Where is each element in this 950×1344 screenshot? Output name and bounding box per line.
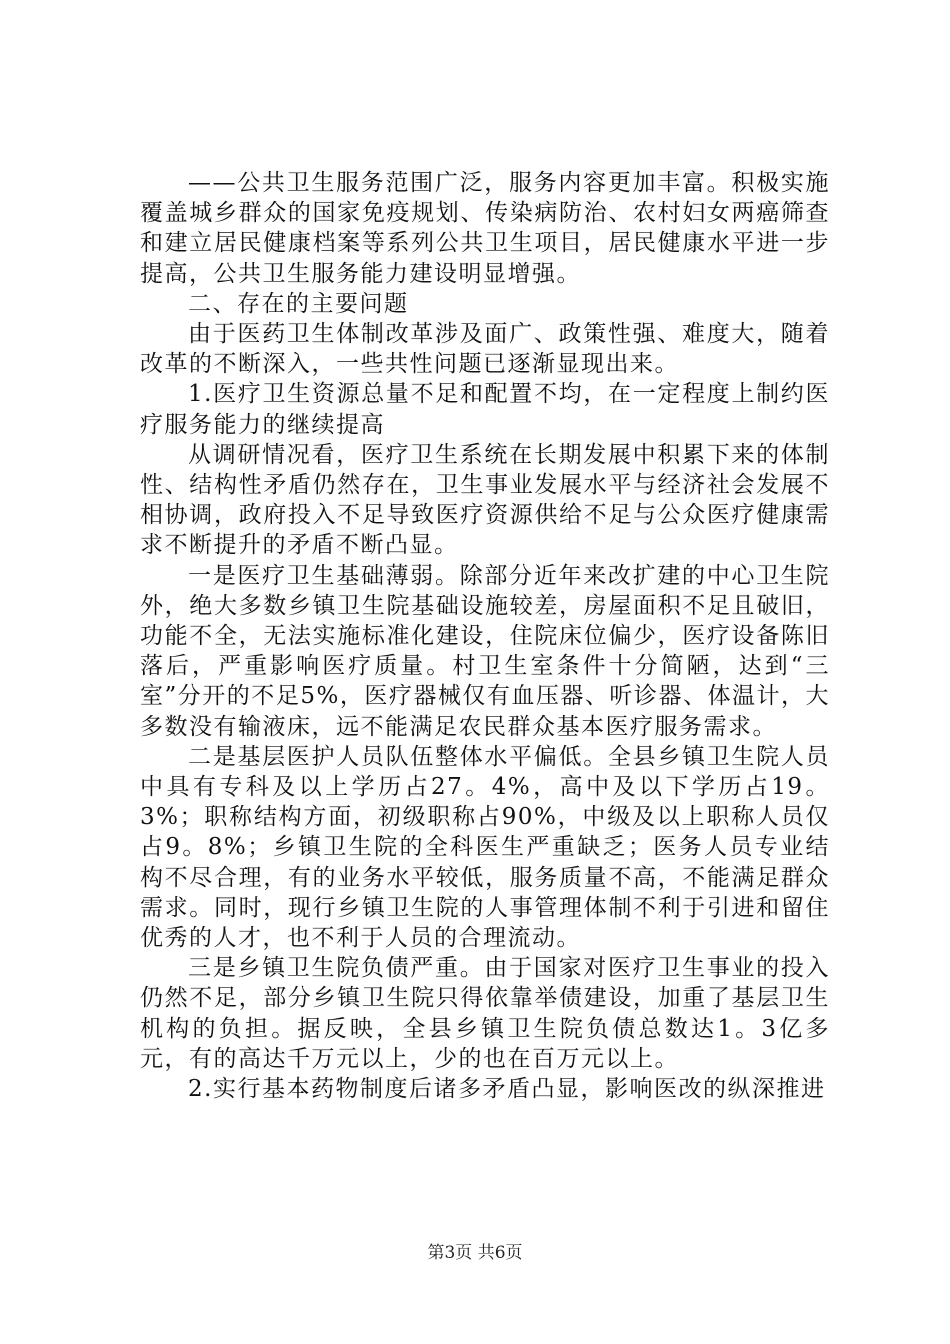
paragraph-survey-findings: 从调研情况看，医疗卫生系统在长期发展中积累下来的体制性、结构性矛盾仍然存在，卫生事业发展水平与经济社会发展不相协调，政府投入不足导致医疗资源供给不足与公众医疗健康需求不断提升的矛盾不断凸显。 bbox=[140, 441, 830, 559]
paragraph-staff-quality: 二是基层医护人员队伍整体水平偏低。全县乡镇卫生院人员中具有专科及以上学历占27。4%，高中及以下学历占19。3%；职称结构方面，初级职称占90%，中级及以上职称人员仅占9。8%；乡镇卫生院的全科医生严重缺乏；医务人员专业结构不尽合理，有的业务水平较低，服务质量不高，不能满足群众需求。同时，现行乡镇卫生院的人事管理体制不利于引进和留住优秀的人才，也不利于人员的合理流动。 bbox=[140, 743, 830, 952]
paragraph-hospital-debt: 三是乡镇卫生院负债严重。由于国家对医疗卫生事业的投入仍然不足，部分乡镇卫生院只得依靠举债建设，加重了基层卫生机构的负担。据反映，全县乡镇卫生院负债总数达1。3亿多元，有的高达千万元以上，少的也在百万元以上。 bbox=[140, 955, 830, 1072]
document-body bbox=[140, 168, 830, 1104]
paragraph-reform-intro: 由于医药卫生体制改革涉及面广、政策性强、难度大，随着改革的不断深入，一些共性问题已逐渐显现出来。 bbox=[140, 321, 830, 378]
paragraph-public-health-services: ——公共卫生服务范围广泛，服务内容更加丰富。积极实施覆盖城乡群众的国家免疫规划、传染病防治、农村妇女两癌筛查和建立居民健康档案等系列公共卫生项目，居民健康水平进一步提高，公共卫生服务能力建设明显增强。 bbox=[140, 170, 830, 287]
section-heading-main-problems: 二、存在的主要问题 bbox=[188, 290, 409, 317]
paragraph-weak-foundation: 一是医疗卫生基础薄弱。除部分近年来改扩建的中心卫生院外，绝大多数乡镇卫生院基础设施较差，房屋面积不足且破旧，功能不全，无法实施标准化建设，住院床位偏少，医疗设备陈旧落后，严重影响医疗质量。村卫生室条件十分简陋，达到“三室”分开的不足5%，医疗器械仅有血压器、听诊器、体温计，大多数没有输液床，远不能满足农民群众基本医疗服务需求。 bbox=[140, 562, 830, 740]
subheading-resource-shortage: 1.医疗卫生资源总量不足和配置不均，在一定程度上制约医疗服务能力的继续提高 bbox=[140, 381, 830, 438]
page-number-footer: 第3页 共6页 bbox=[427, 1243, 523, 1263]
subheading-essential-drug-system: 2.实行基本药物制度后诸多矛盾凸显，影响医改的纵深推进 bbox=[188, 1076, 826, 1103]
